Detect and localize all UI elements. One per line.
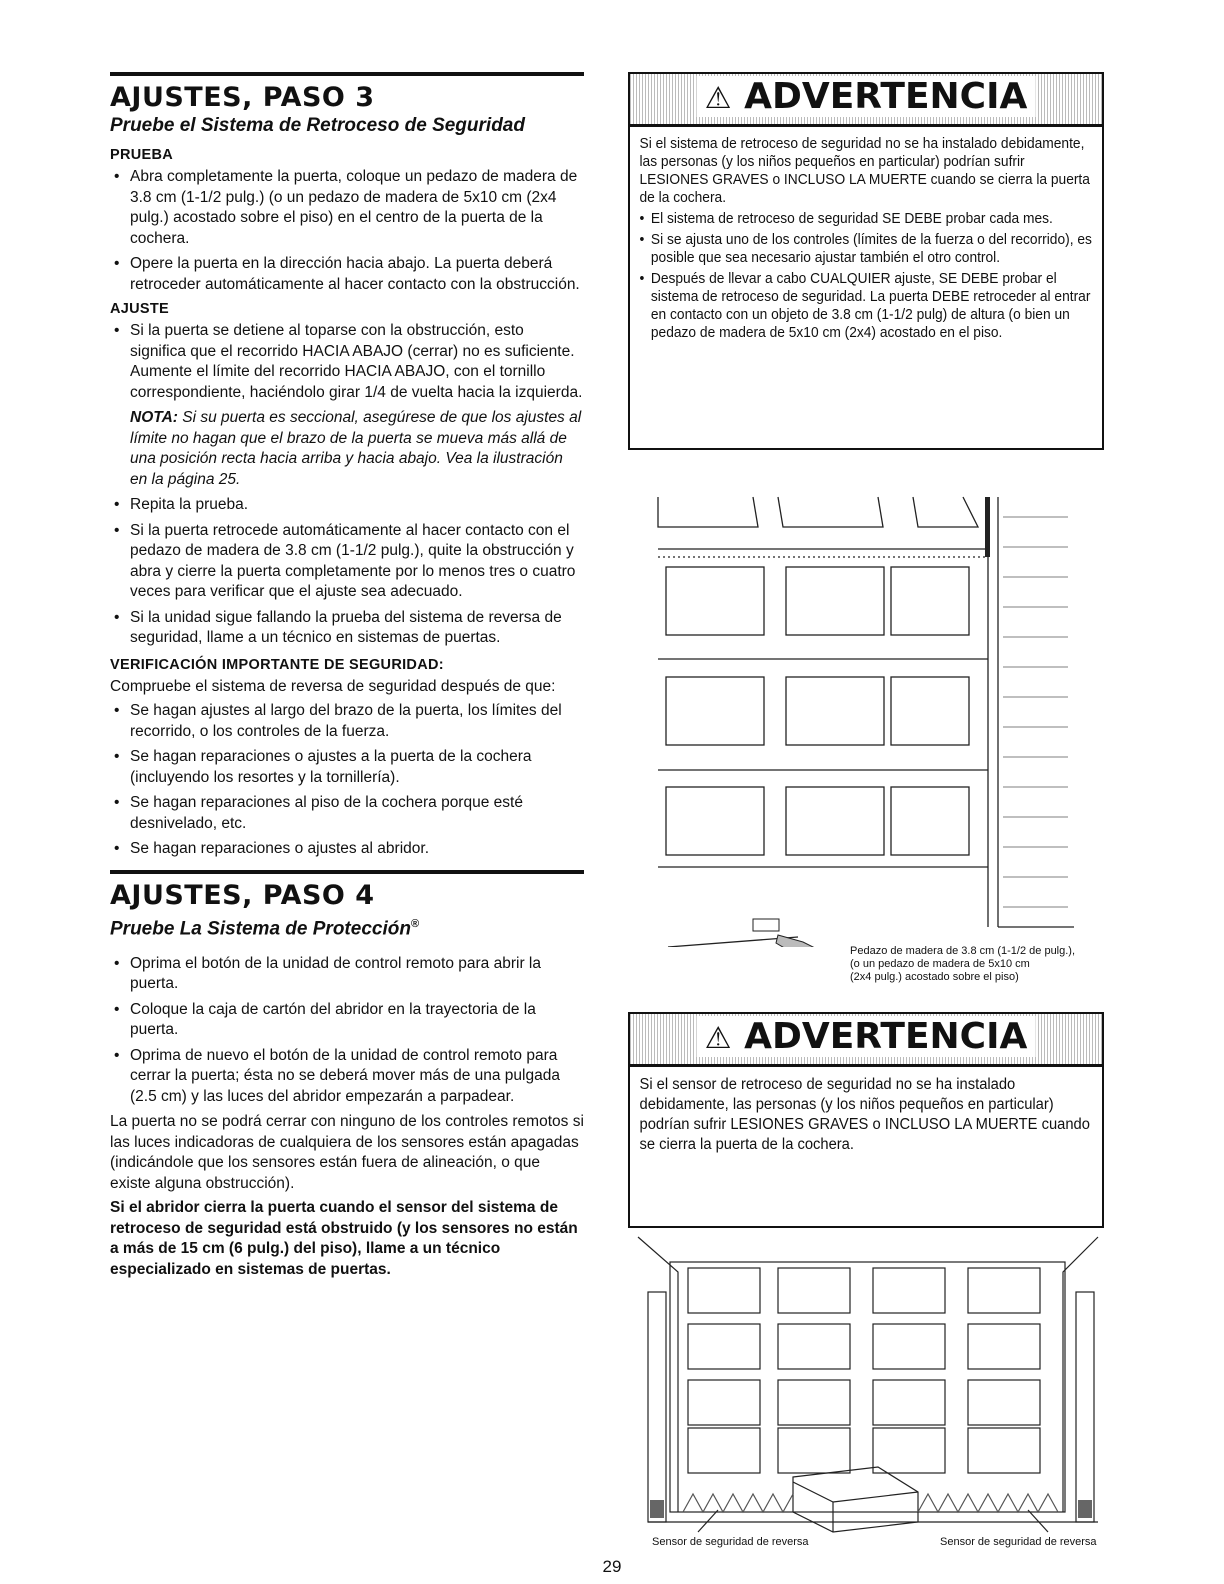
registered-mark: ® [410, 917, 420, 930]
list-item: • Opere la puerta en la dirección hacia abajo. La puerta deberá retroceder automáticamente al hacer contacto con la obstrucción. [110, 254, 584, 295]
warning-heading [697, 1016, 1036, 1057]
list-item: • Se hagan reparaciones al piso de la cochera porque esté desnivelado, etc. [110, 793, 584, 834]
sensor-label-right: Sensor de seguridad de reversa [940, 1536, 1097, 1548]
sensor-label-left: Sensor de seguridad de reversa [652, 1536, 809, 1548]
right-column [628, 72, 1104, 1548]
list-item: • Se hagan reparaciones o ajustes a la puerta de la cochera (incluyendo los resortes y la tornillería). [110, 747, 584, 788]
caption-line: (2x4 pulg.) acostado sobre el piso) [850, 971, 1019, 983]
step4-paragraph: La puerta no se podrá cerrar con ninguno de los controles remotos si las luces indicadoras de cualquiera de los sensores están apagadas (indicándole que los sensores están fuera de alineación, o que existe alguna obstrucción). [110, 1113, 584, 1192]
warning-box-1 [628, 72, 1104, 450]
warning-heading [697, 76, 1036, 117]
warning-box-2 [628, 1012, 1104, 1228]
warning-intro: Si el sistema de retroceso de seguridad no se ha instalado debidamente, las personas (y los niños pequeños en particular) podrían sufrir LESIONES GRAVES o INCLUSO LA MUERTE cuando se cierra la puerta de la cochera. [639, 136, 1090, 206]
warning-header [630, 1014, 1102, 1067]
wood-caption [850, 945, 1075, 984]
note [110, 408, 584, 490]
warning-text: Si el sensor de retroceso de seguridad no se ha instalado debidamente, las personas (y los niños pequeños en particular) podrían sufrir LESIONES GRAVES o INCLUSO LA MUERTE cuando se cierra la puerta de la cochera. [639, 1076, 1090, 1153]
verification-intro: Compruebe el sistema de reversa de seguridad después de que: [110, 677, 556, 695]
list-item: • Repita la prueba. [110, 495, 584, 516]
step4-title: AJUSTES, PASO 4 [110, 879, 375, 911]
list-item: • El sistema de retroceso de seguridad SE DEBE probar cada mes. [640, 210, 1096, 228]
step4-subtitle [110, 913, 584, 940]
list-item: • Si la unidad sigue fallando la prueba del sistema de reversa de seguridad, llame a un técnico en sistemas de puertas. [110, 608, 584, 649]
list-item: • Oprima de nuevo el botón de la unidad de control remoto para cerrar la puerta; ésta no se deberá mover más de una pulgada (2.5 cm) y las luces del abridor empezarán a parpadear. [110, 1046, 584, 1108]
warning-body [630, 1067, 1105, 1169]
section-rule [110, 870, 584, 874]
section-rule [110, 72, 584, 76]
prueba-list [110, 167, 584, 295]
warning-heading-text: ADVERTENCIA [744, 1016, 1028, 1057]
note-label: NOTA: [130, 409, 178, 426]
list-item: • Si la puerta se detiene al toparse con la obstrucción, esto significa que el recorrido HACIA ABAJO (cerrar) no es suficiente. Aumente el límite del recorrido HACIA ABAJO, con el tornillo correspondiente, haciéndolo girar 1/4 de vuelta hacia la izquierda. [110, 321, 584, 403]
left-column [110, 72, 584, 1280]
list-item: • Se hagan ajustes al largo del brazo de la puerta, los límites del recorrido, o los controles de la fuerza. [110, 701, 584, 742]
step3-subtitle: Pruebe el Sistema de Retroceso de Seguridad [110, 115, 525, 136]
list-item: • Se hagan reparaciones o ajustes al abridor. [110, 839, 584, 860]
warning-header [630, 74, 1102, 127]
step3-title: AJUSTES, PASO 3 [110, 82, 375, 113]
prueba-label: PRUEBA [110, 147, 174, 163]
warning-list [640, 210, 1096, 342]
ajuste-list [110, 321, 584, 403]
list-item: • Oprima el botón de la unidad de control remoto para abrir la puerta. [110, 954, 584, 995]
list-item: • Coloque la caja de cartón del abridor en la trayectoria de la puerta. [110, 1000, 584, 1041]
list-item: • Si la puerta retrocede automáticamente al hacer contacto con el pedazo de madera de 3.8 cm (1-1/2 pulg.), quite la obstrucción y abra y cierre la puerta completamente por lo menos tres o cuatro veces para verificar que el ajuste sea adecuado. [110, 521, 584, 603]
caption-line: Pedazo de madera de 3.8 cm (1-1/2 de pulg.), [850, 945, 1076, 957]
garage-door-sensor-illustration [628, 1232, 1104, 1542]
warning-triangle-icon: ⚠ [704, 1021, 732, 1056]
warning-triangle-icon: ⚠ [704, 81, 732, 116]
verification-label: VERIFICACIÓN IMPORTANTE DE SEGURIDAD: [110, 656, 444, 673]
page-number: 29 [602, 1557, 622, 1576]
list-item: • Abra completamente la puerta, coloque un pedazo de madera de 3.8 cm (1-1/2 pulg.) (o un pedazo de madera de 5x10 cm (2x4 pulg.) acostado sobre el piso) en el centro de la puerta de la cochera. [110, 167, 584, 249]
caption-line: (o un pedazo de madera de 5x10 cm [850, 958, 1030, 970]
step4-warning-paragraph: Si el abridor cierra la puerta cuando el sensor del sistema de retroceso de seguridad está obstruido (y los sensores no están a más de 15 cm (6 pulg.) del piso), llame a un técnico especializado en sistemas de puertas. [110, 1199, 578, 1278]
step4-list [110, 954, 584, 1108]
list-item: • Si se ajusta uno de los controles (límites de la fuerza o del recorrido), es posible que sea necesario ajustar también el otro control. [640, 231, 1096, 267]
note-text: Si su puerta es seccional, asegúrese de que los ajustes al límite no hagan que el brazo de la puerta se mueva más allá de una posición recta hacia arriba y hacia abajo. Vea la ilustración en la página 25. [130, 409, 582, 488]
ajuste-list-rest [110, 495, 584, 649]
garage-door-wood-illustration [628, 487, 1104, 947]
list-item: • Después de llevar a cabo CUALQUIER ajuste, SE DEBE probar el sistema de retroceso de seguridad. La puerta DEBE retroceder al entrar en contacto con un objeto de 3.8 cm (1-1/2 pulg) de altura (o bien un pedazo de madera de 5x10 cm (2x4) acostado en el piso. [640, 270, 1096, 342]
warning-heading-text: ADVERTENCIA [744, 76, 1028, 117]
verification-list [110, 701, 584, 860]
ajuste-label: AJUSTE [110, 301, 170, 317]
warning-body [630, 127, 1105, 359]
step4-subtitle-text: Pruebe La Sistema de Protección [110, 917, 411, 939]
